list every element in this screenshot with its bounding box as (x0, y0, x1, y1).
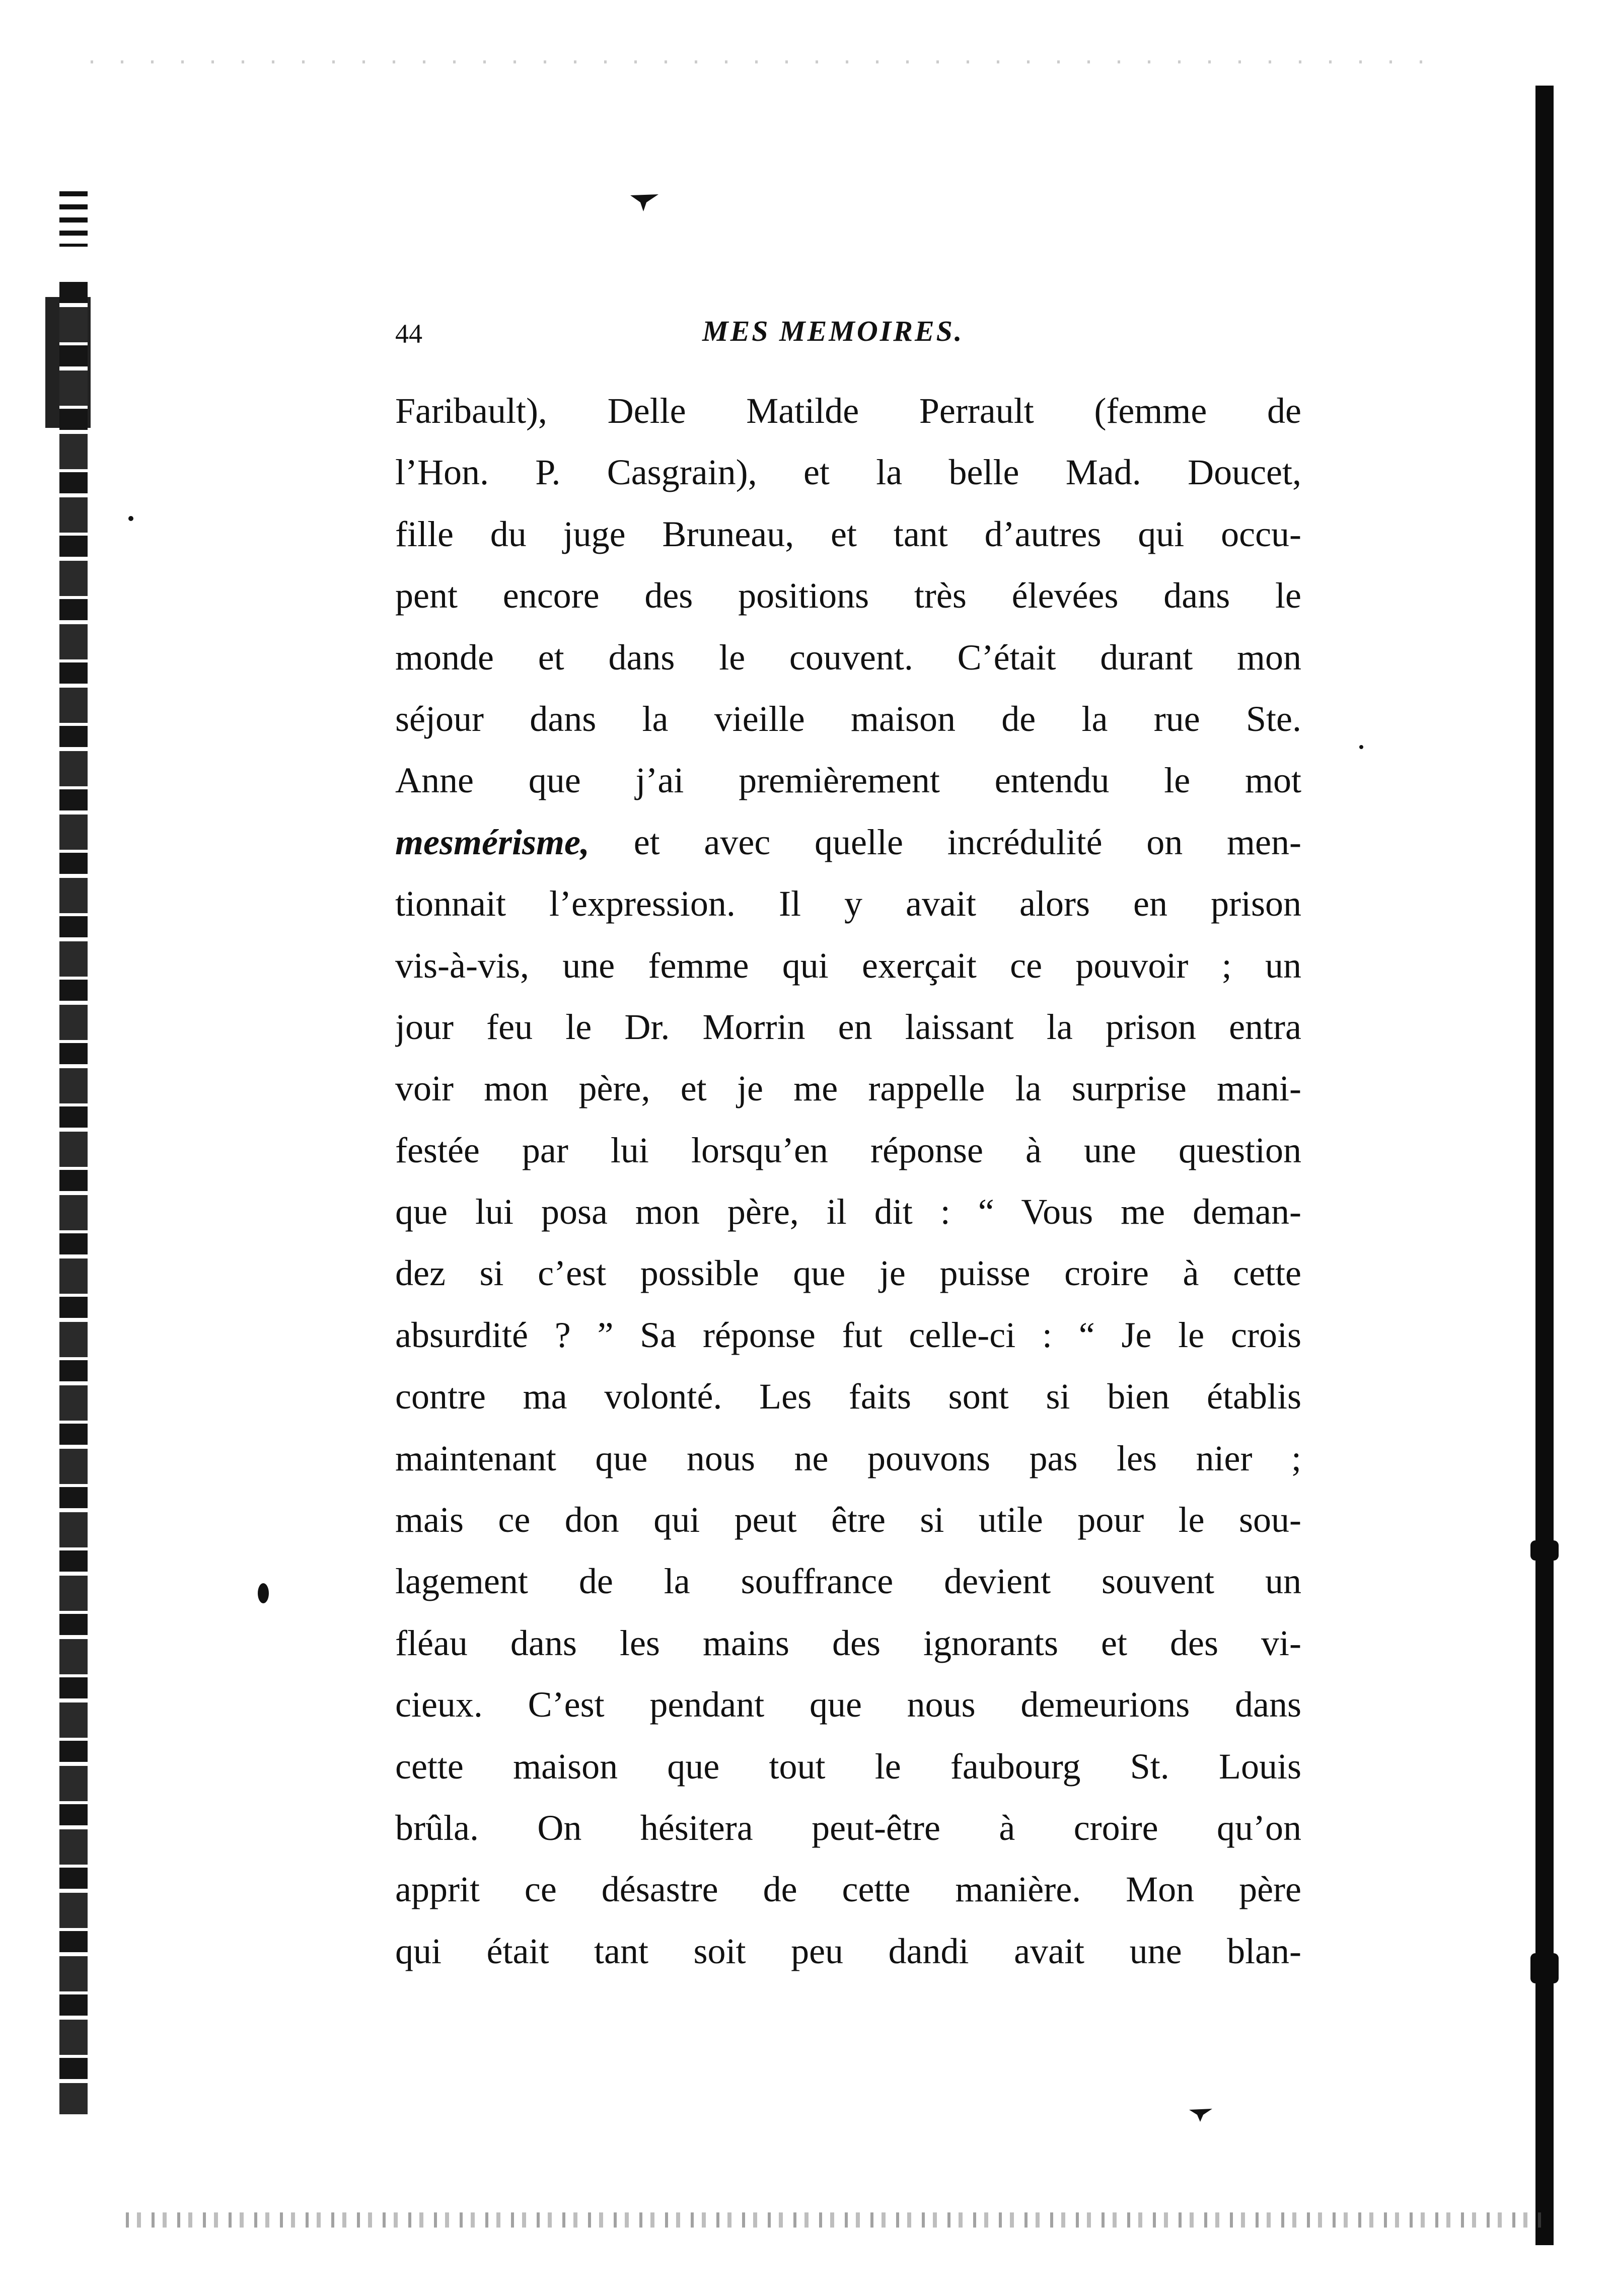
text-line: que lui posa mon père, il dit : “ Vous me deman- (395, 1192, 1301, 1232)
text-line (395, 811, 1301, 873)
text-line: absurdité ? ” Sa réponse fut celle-ci : “ Je le crois (395, 1314, 1301, 1355)
right-page-edge-rule (1535, 86, 1554, 2245)
right-rule-knob (1530, 1540, 1559, 1561)
text-line-rest: et avec quelle incrédulité on men- (589, 822, 1301, 862)
text-line: maintenant que nous ne pouvons pas les nier ; (395, 1438, 1301, 1478)
text-line: mais ce don qui peut être si utile pour le sou- (395, 1500, 1301, 1540)
text-line: cieux. C’est pendant que nous demeurions dans (395, 1684, 1301, 1725)
text-line: vis-à-vis, une femme qui exerçait ce pouvoir ; un (395, 945, 1301, 986)
text-line: brûla. On hésitera peut-être à croire qu’on (395, 1807, 1301, 1848)
right-rule-knob (1530, 1953, 1559, 1983)
text-line: cette maison que tout le faubourg St. Louis (395, 1746, 1301, 1787)
text-line: tionnait l’expression. Il y avait alors en prison (395, 883, 1301, 924)
binding-edge (59, 282, 88, 2114)
running-title: MES MEMOIRES. (702, 315, 964, 347)
text-line: pent encore des positions très élevées dans le (395, 575, 1301, 616)
scan-noise-bottom (126, 2212, 1546, 2228)
text-line: séjour dans la vieille maison de la rue Ste. (395, 698, 1301, 739)
text-line: fléau dans les mains des ignorants et des vi- (395, 1622, 1301, 1663)
text-line: Faribault), Delle Matilde Perrault (femme de (395, 391, 1301, 431)
text-line: dez si c’est possible que je puisse croire à cette (395, 1253, 1301, 1294)
text-line: festée par lui lorsqu’en réponse à une question (395, 1130, 1301, 1170)
text-line: Anne que j’ai premièrement entendu le mot (395, 760, 1301, 801)
text-line: voir mon père, et je me rappelle la surprise mani- (395, 1068, 1301, 1109)
text-line: contre ma volonté. Les faits sont si bien établis (395, 1376, 1301, 1417)
ornament-icon (629, 192, 659, 212)
binding-marks (59, 191, 88, 247)
text-line: l’Hon. P. Casgrain), et la belle Mad. Doucet, (395, 452, 1301, 493)
italic-word: mesmérisme, (395, 822, 590, 862)
ink-speck (128, 516, 133, 521)
scan-noise-top (91, 60, 1450, 63)
text-line: apprit ce désastre de cette manière. Mon père (395, 1869, 1301, 1910)
text-line: lagement de la souffrance devient souvent un (395, 1561, 1301, 1602)
body-text (395, 380, 1301, 1982)
ink-speck (258, 1583, 269, 1603)
page-number: 44 (395, 319, 422, 349)
text-line: fille du juge Bruneau, et tant d’autres qui occu- (395, 513, 1301, 554)
text-line: qui était tant soit peu dandi avait une blan- (395, 1931, 1301, 1971)
text-line: jour feu le Dr. Morrin en laissant la prison entra (395, 1006, 1301, 1047)
ornament-icon (1188, 2107, 1213, 2123)
page-header (395, 315, 1019, 355)
text-line: monde et dans le couvent. C’était durant mon (395, 637, 1301, 678)
ink-speck (1359, 745, 1363, 749)
